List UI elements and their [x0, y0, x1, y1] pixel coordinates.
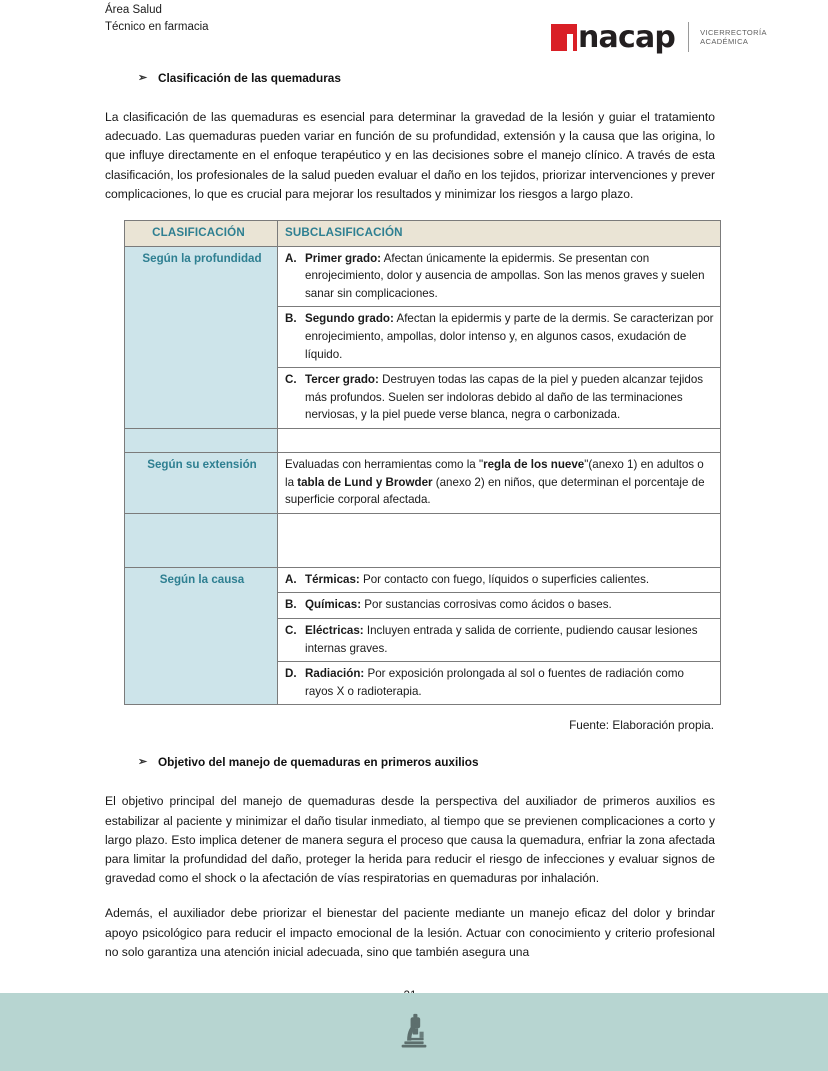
table-item-letter: A. — [285, 572, 297, 586]
table-item-description: Por exposición prolongada al sol o fuentes de radiación como rayos X o radioterapia. — [305, 667, 684, 698]
table-item-text — [305, 371, 715, 424]
table-item-letter: A. — [285, 251, 297, 265]
table-item-term: Químicas: — [305, 598, 362, 612]
table-item-text: Evaluadas con herramientas como la "regla de los nueve"(anexo 1) en adultos o la tabla de Lund y Browder (anexo 2) en niños, que determinan el porcentaje de superficie corporal afectada. — [285, 457, 705, 507]
table-item-text — [305, 622, 715, 657]
table-item-letter: C. — [285, 623, 297, 637]
arrow-bullet-icon-2: ➢ — [138, 756, 148, 769]
table-spacer-category — [125, 513, 278, 567]
table-spacer-row — [125, 428, 721, 452]
table-item-term: Primer grado: — [305, 251, 382, 265]
table-spacer-cell — [278, 513, 721, 567]
table-item-description: Por sustancias corrosivas como ácidos o bases. — [361, 598, 612, 612]
table-row — [125, 567, 721, 593]
table-item-text — [305, 310, 715, 363]
table-subclass-cell — [278, 593, 721, 619]
table-item-description: Incluyen entrada y salida de corriente, pudiendo causar lesiones internas graves. — [305, 623, 698, 655]
table-row — [125, 246, 721, 307]
table-item-term: Radiación: — [305, 667, 365, 681]
header-area-label: Área Salud — [105, 4, 162, 16]
heading-clasificacion-label: Clasificación de las quemaduras — [158, 71, 341, 85]
table-subclass-cell — [278, 567, 721, 593]
table-item-description: Destruyen todas las capas de la piel y pueden alcanzar tejidos más profundos. Suelen ser indoloras debido al daño de las terminaciones nerviosas, y la piel puede verse blanca, negra o carbonizada. — [305, 373, 704, 422]
inacap-logo — [551, 20, 767, 54]
table-item-letter: B. — [285, 312, 297, 326]
logo-subtitle-line2: ACADÉMICA — [700, 37, 749, 46]
heading-clasificacion-quemaduras — [105, 70, 715, 86]
table-item-text — [305, 571, 715, 589]
heading-objetivo-label: Objetivo del manejo de quemaduras en primeros auxilios — [158, 755, 479, 770]
microscope-icon — [392, 1007, 436, 1055]
clasificacion-table — [124, 220, 721, 705]
table-body — [125, 246, 721, 705]
table-category-cell: Según la profundidad — [125, 246, 278, 428]
table-item-term: Tercer grado: — [305, 373, 379, 387]
page-content — [105, 70, 715, 1021]
table-subclass-cell — [278, 368, 721, 429]
table-item-letter: D. — [285, 667, 297, 681]
inacap-wordmark: nacap — [578, 19, 676, 55]
table-item-text — [305, 665, 715, 700]
logo-subtitle-line1: VICERRECTORÍA — [700, 27, 767, 37]
table-row — [125, 452, 721, 513]
table-header-row — [125, 221, 721, 247]
table-item-description: Afectan la epidermis y parte de la dermis. Se caracterizan por enrojecimiento, ampollas, dolor intenso y, en algunos casos, exudación de líquido. — [305, 312, 714, 361]
inacap-logo-mark-icon — [551, 24, 577, 51]
intro-paragraph: La clasificación de las quemaduras es esencial para determinar la gravedad de la lesión y guiar el tratamiento adecuado. Las quemaduras pueden variar en función de su profundidad, extensión y la causa que las origina, lo que influye directamente en el enfoque terapéutico y en las decisiones sobre el manejo clínico. A través de esta clasificación, los profesionales de la salud pueden evaluar el daño en los tejidos, priorizar intervenciones y prever complicaciones, lo que es crucial para mejorar los resultados y minimizar los riesgos a largo plazo. — [105, 110, 715, 201]
table-subclass-cell — [278, 246, 721, 307]
table-spacer-cell — [278, 428, 721, 452]
table-item-letter: C. — [285, 373, 297, 387]
objetivo-paragraph-2: Además, el auxiliador debe priorizar el bienestar del paciente mediante un manejo eficaz del dolor y brindar apoyo psicológico para reducir el impacto emocional de la lesión. Actuar con conocimiento y criterio profesional no solo garantiza una atención inicial adecuada, sino que también asegura una — [105, 906, 715, 959]
table-item-term: Eléctricas: — [305, 623, 364, 637]
table-header-subclasificacion: SUBCLASIFICACIÓN — [278, 221, 721, 247]
table-spacer-category — [125, 428, 278, 452]
table-item-description: Por contacto con fuego, líquidos o superficies calientes. — [359, 572, 650, 586]
table-category-cell: Según su extensión — [125, 452, 278, 513]
header-course-info — [105, 2, 209, 35]
table-item-text — [305, 250, 715, 303]
table-subclass-cell — [278, 618, 721, 661]
table-category-cell: Según la causa — [125, 567, 278, 705]
table-subclass-cell — [278, 452, 721, 513]
table-subclass-cell — [278, 662, 721, 705]
table-header-clasificacion: CLASIFICACIÓN — [125, 221, 278, 247]
table-item-term: Segundo grado: — [305, 312, 394, 326]
objetivo-paragraph-1: El objetivo principal del manejo de quemaduras desde la perspectiva del auxiliador de primeros auxilios es estabilizar al paciente y minimizar el daño tisular inmediato, al tiempo que se previenen complicaciones a corto y largo plazo. Esto implica detener de manera segura el proceso que causa la quemadura, enfriar la zona afectada para limitar la profundidad del daño, proteger la herida para reducir el riesgo de infecciones y evaluar signos de gravedad como el shock o la afectación de vías respiratorias en quemaduras por inhalación. — [105, 794, 715, 886]
arrow-bullet-icon: ➢ — [138, 72, 148, 84]
logo-divider — [688, 22, 689, 52]
header-program-label: Técnico en farmacia — [105, 20, 209, 33]
footer-band — [0, 993, 828, 1071]
table-item-term: Térmicas: — [305, 572, 360, 586]
table-spacer-row — [125, 513, 721, 567]
table-subclass-cell — [278, 307, 721, 368]
table-source-note: Fuente: Elaboración propia. — [569, 718, 714, 733]
heading-objetivo-manejo — [105, 754, 715, 770]
table-item-description: Afectan únicamente la epidermis. Se presentan con enrojecimiento, dolor y ausencia de ampollas. Son las menos graves y suelen sanar sin complicaciones. — [305, 251, 705, 300]
logo-subtitle — [700, 28, 767, 47]
table-item-text — [305, 596, 715, 614]
table-item-letter: B. — [285, 598, 297, 612]
page-header — [0, 0, 828, 70]
